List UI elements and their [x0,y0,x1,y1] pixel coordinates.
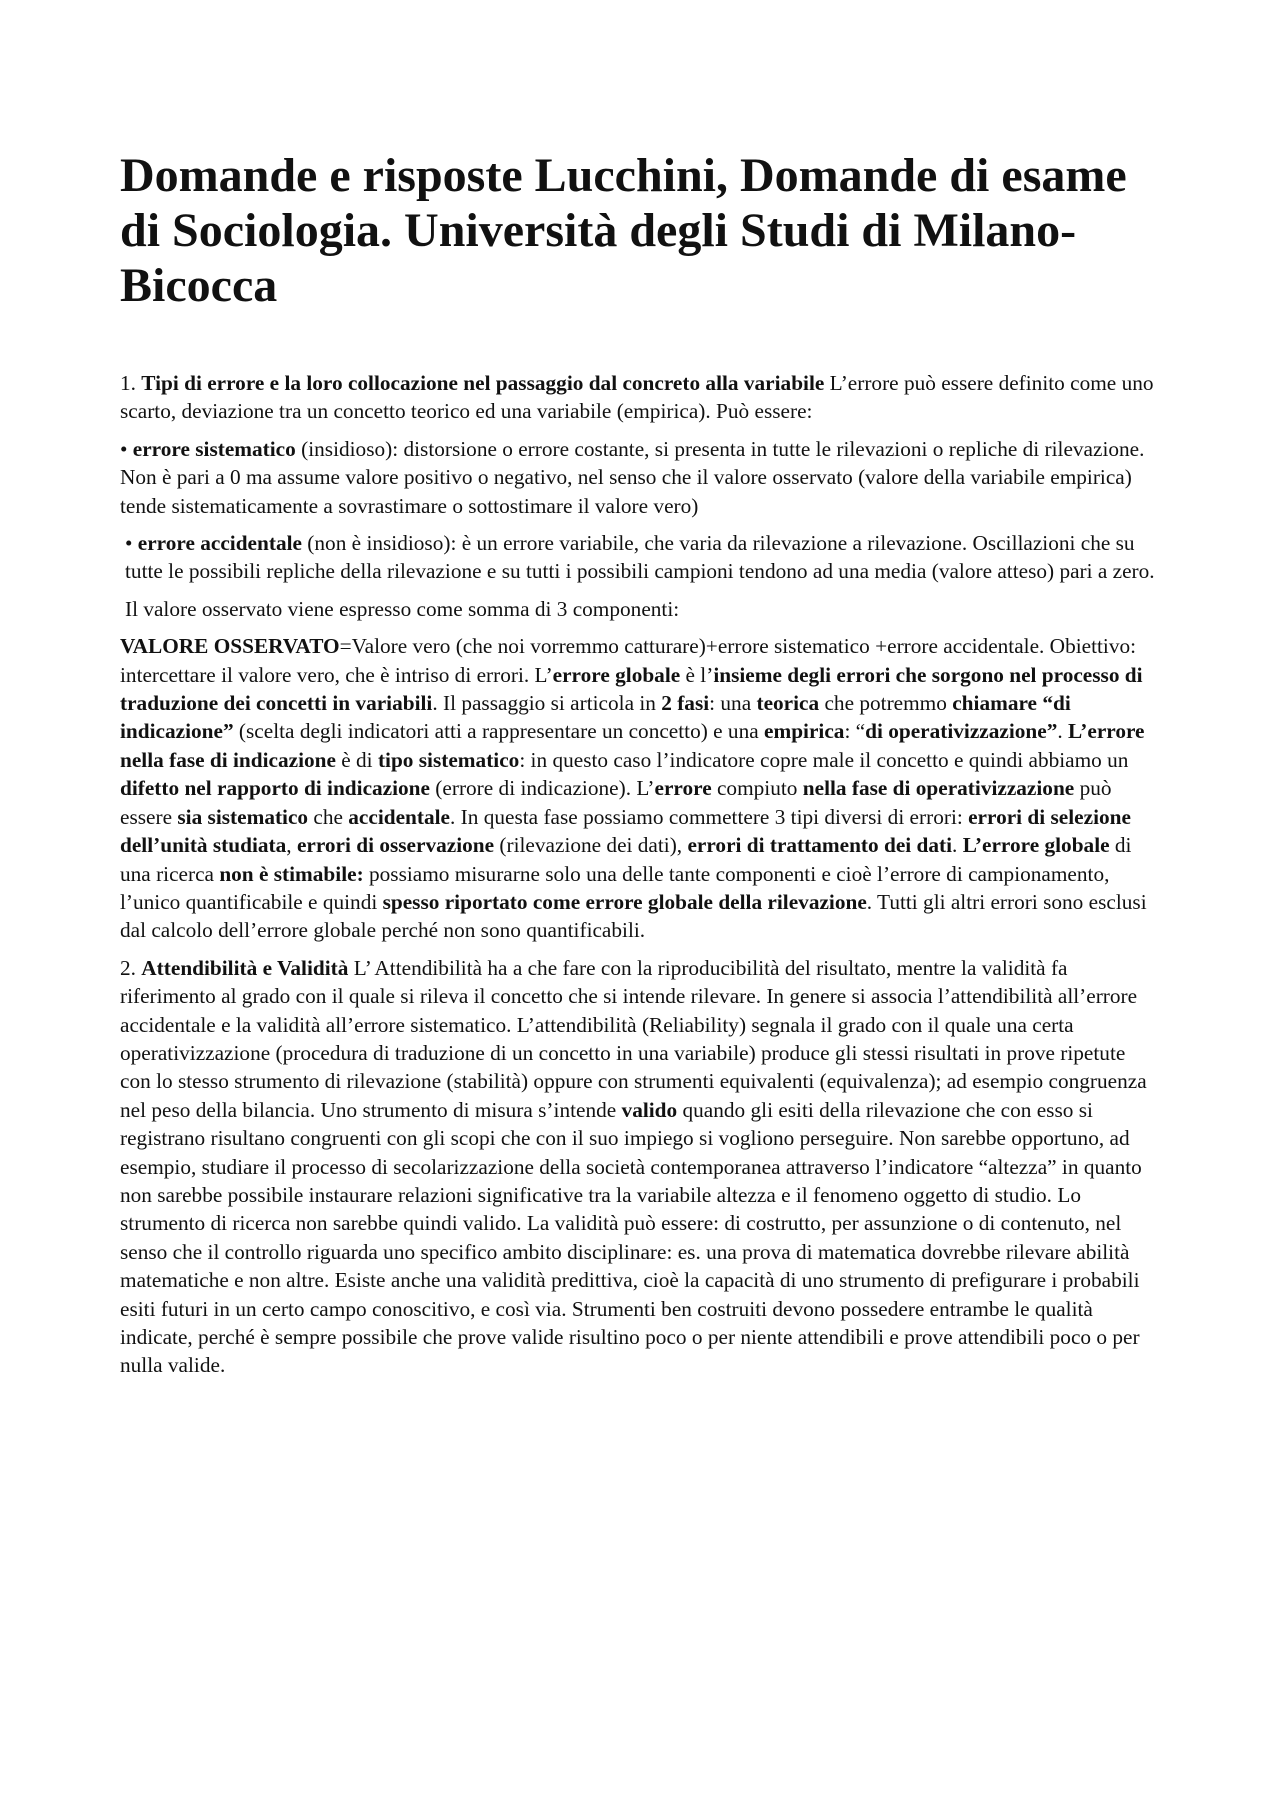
bold-text-segment: L’errore nella fase di indicazione [120,719,1145,772]
bold-text-segment: Tipi di errore e la loro collocazione nel passaggio dal concreto alla variabile [141,371,825,395]
text-segment: : in questo caso l’indicatore copre male il concetto e quindi abbiamo un [519,747,1129,772]
bold-text-segment: chiamare “di indicazione” [120,691,1071,744]
bold-text-segment: valido [621,1097,678,1122]
text-segment: che potremmo [819,691,953,716]
text-segment: può essere [120,776,1112,829]
text-segment: compiuto [711,776,803,801]
text-segment: (insidioso): distorsione o errore costante, si presenta in tutte le rilevazioni o repliche di rilevazione. Non è pari a 0 ma assume valore positivo o negativo, nel senso che il valore osservato (valore della variabile empirica) tende sistematicamente a sovrastimare o sottostimare il valore vero) [120,436,1145,518]
text-segment: Il valore osservato viene espresso come somma di 3 componenti: [125,596,680,621]
text-segment: quando gli esiti della rilevazione che con esso si registrano risultano congruenti con gli scopi che con il suo impiego si vogliono perseguire. Non sarebbe opportuno, ad esempio, studiare il processo di secolarizzazione della società contemporanea attraverso l’indicatore “altezza” in quanto non sarebbe possibile instaurare relazioni significative tra la variabile altezza e il fenomeno oggetto di studio. Lo strumento di ricerca non sarebbe quindi valido. La validità può essere: di costrutto, per assunzione o di contenuto, nel senso che il controllo riguarda uno specifico ambito disciplinare: es. una prova di matematica dovrebbe rilevare abilità matematiche e non altre. Esiste anche una validità predittiva, cioè la capacità di uno strumento di prefigurare i probabili esiti futuri in un certo campo conoscitivo, e così via. Strumenti ben costruiti devono possedere entrambe le qualità indicate, perché è sempre possibile che prove valide risultino poco o per niente attendibili e prove attendibili poco o per nulla valide. [120,1097,1142,1378]
bold-text-segment: insieme degli errori che sorgono nel processo di traduzione dei concetti in variabili [120,662,1143,716]
text-segment: . [1057,719,1069,744]
bold-text-segment: 2 fasi [661,691,710,716]
bold-text-segment: nella fase di operativizzazione [802,776,1075,801]
text-segment: • [125,531,138,556]
text-segment: : una [709,691,757,716]
text-segment: (errore di indicazione). L’ [429,776,655,801]
text-segment: =Valore vero (che noi vorremmo catturare)+errore sistematico +errore accidentale. Obiettivo: intercettare il valore vero, che è intriso di errori. L’ [120,634,1137,687]
paragraph [120,435,1160,520]
bold-text-segment: Attendibilità e Validità [141,955,349,980]
text-segment: di una ricerca [120,833,1132,886]
paragraph [120,529,1160,586]
bold-text-segment: non è stimabile: [219,861,364,886]
text-segment: 1. [120,371,142,395]
bold-text-segment: sia sistematico [177,804,309,829]
bold-text-segment: empirica [764,719,845,744]
bold-text-segment: VALORE OSSERVATO [120,634,340,659]
text-segment: (rilevazione dei dati), [494,833,688,858]
bold-text-segment: errori di selezione dell’unità studiata [120,804,1131,858]
text-segment: L’ Attendibilità ha a che fare con la riproducibilità del risultato, mentre la validità fa riferimento al grado con il quale si rileva il concetto che si intende rilevare. In genere si associa l’attendibilità all’errore accidentale e la validità all’errore sistematico. L’attendibilità (Reliability) segnala il grado con il quale una certa operativizzazione (procedura di traduzione di un concetto in una variabile) produce gli stessi risultati in prove ripetute con lo stesso strumento di rilevazione (stabilità) oppure con strumenti equivalenti (equivalenza); ad esempio congruenza nel peso della bilancia. Uno strumento di misura s’intende [120,955,1147,1122]
text-segment: . Il passaggio si articola in [432,691,662,716]
text-segment: . Tutti gli altri errori sono esclusi dal calcolo dell’errore globale perché non sono quantificabili. [120,889,1147,943]
document-page [120,148,1160,1389]
text-segment: che [308,804,349,829]
text-segment: (non è insidioso): è un errore variabile, che varia da rilevazione a rilevazione. Oscillazioni che su tutte le possibili repliche della rilevazione e su tutti i possibili campioni tendono ad una media (valore atteso) pari a zero. [125,531,1155,584]
bold-text-segment: errori di osservazione [296,833,495,858]
bold-text-segment: spesso riportato come errore globale della rilevazione [382,889,867,914]
text-segment: 2. [120,955,142,980]
text-segment: , [286,833,297,858]
paragraph [120,954,1160,1380]
bold-text-segment: di operativizzazione” [865,719,1058,744]
document-body [120,369,1160,1380]
paragraph [120,595,1160,623]
paragraph [120,632,1160,944]
paragraph [120,369,1160,426]
text-segment: è di [335,747,378,772]
text-segment: : “ [844,719,866,744]
bold-text-segment: accidentale [348,804,451,829]
bold-text-segment: errore sistematico [132,436,296,461]
text-segment: . In questa fase possiamo commettere 3 tipi diversi di errori: [450,804,969,829]
text-segment: L’errore può essere definito come uno scarto, deviazione tra un concetto teorico ed una variabile (empirica). Può essere: [120,371,1154,424]
bold-text-segment: errore accidentale [137,531,302,556]
bold-text-segment: errore [654,776,712,801]
bold-text-segment: errori di trattamento dei dati [687,833,953,858]
bold-text-segment: errore globale [552,662,681,687]
bold-text-segment: teorica [756,691,820,716]
document-title: Domande e risposte Lucchini, Domande di esame di Sociologia. Università degli Studi di Milano-Bicocca [120,149,1127,312]
text-segment: è l’ [680,662,714,687]
text-segment: (scelta degli indicatori atti a rappresentare un concetto) e una [233,719,764,744]
bold-text-segment: tipo sistematico [377,747,520,772]
text-segment: . [952,833,963,858]
text-segment: • [120,436,133,461]
bold-text-segment: difetto nel rapporto di indicazione [120,776,430,801]
bold-text-segment: L’errore globale [962,833,1110,858]
text-segment: possiamo misurarne solo una delle tante componenti e cioè l’errore di campionamento, l’unico quantificabile e quindi [120,861,1110,914]
